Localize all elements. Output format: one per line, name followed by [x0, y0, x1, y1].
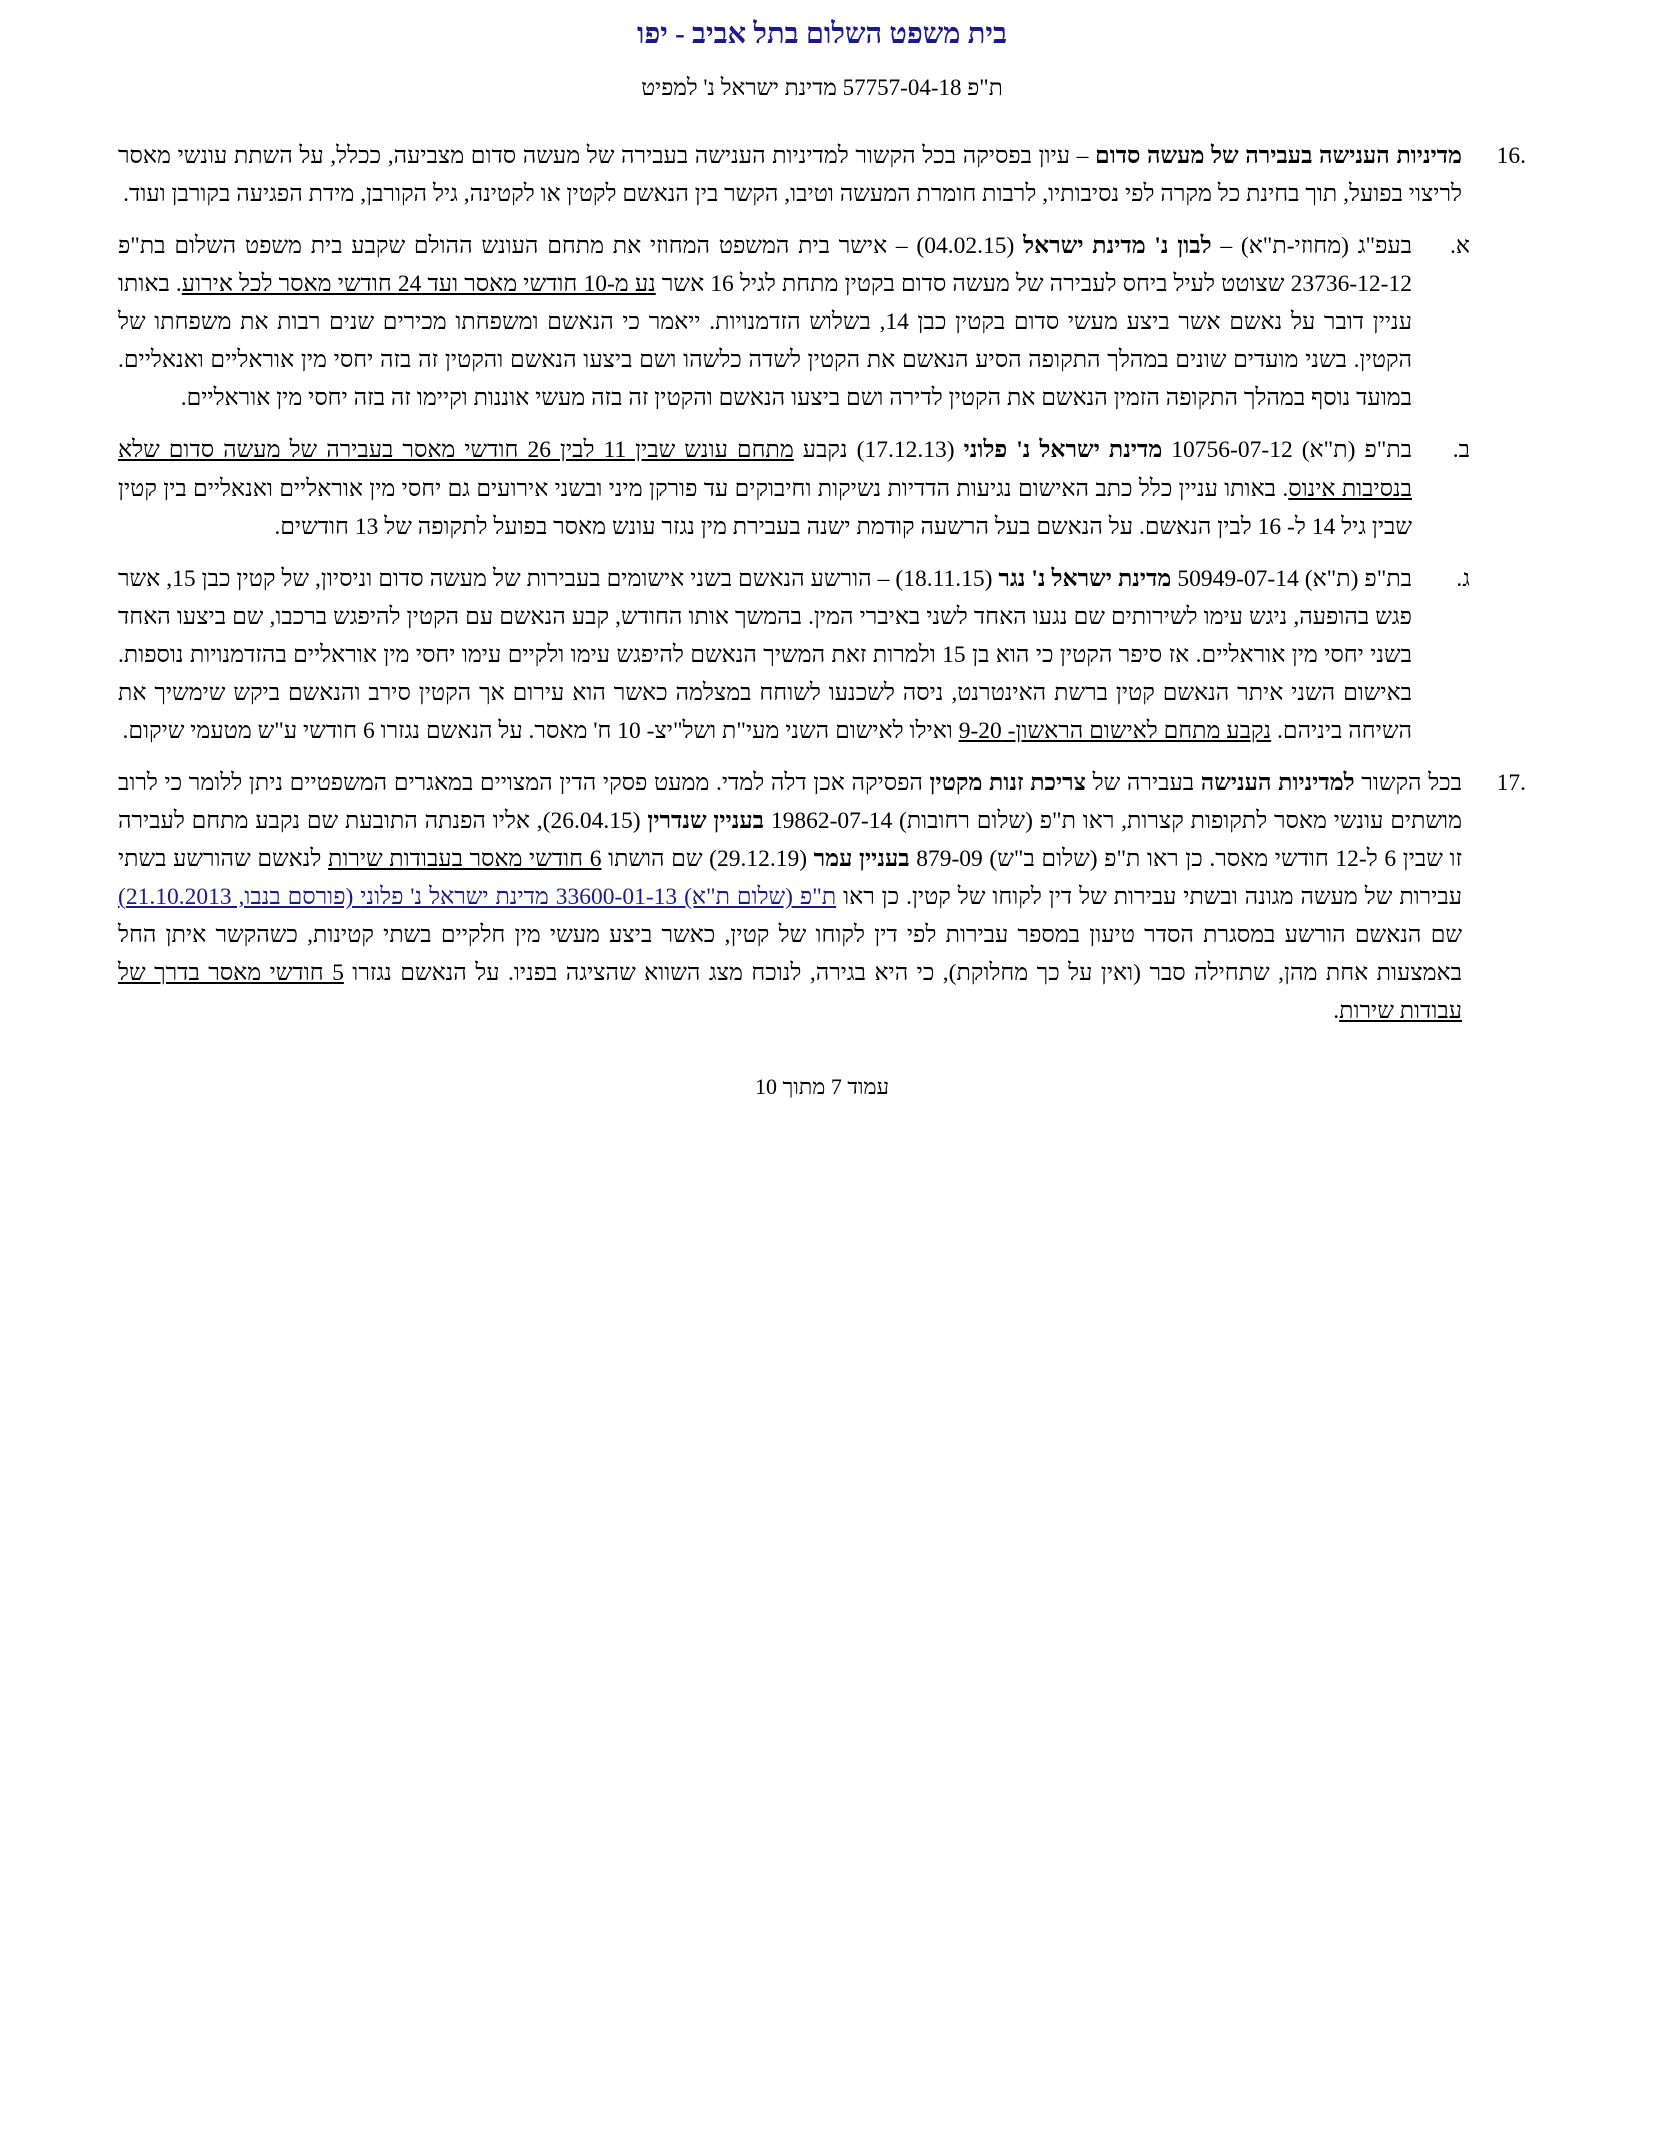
paragraph-16-marker: .16 [1496, 143, 1526, 169]
page-footer: עמוד 7 מתוך 10 [754, 1074, 890, 1100]
subparagraph-c [118, 560, 1526, 750]
document-body [118, 137, 1526, 1030]
subparagraph-a-marker: א. [1450, 233, 1470, 260]
paragraph-16 [118, 137, 1526, 213]
case-citation-link[interactable]: ת"פ (שלום ת"א) 33600-01-13 מדינת ישראל נ' פלוני [360, 884, 837, 911]
paragraph-17-marker: .17 [1496, 769, 1526, 796]
subparagraph-c-text: בת"פ (ת"א) 50949-07-14 מדינת ישראל נ' נגר (18.11.15) – הורשע הנאשם בשני אישומים בעבירות של מעשה סדום וניסיון, של קטין כבן 15, אשר פגש בהופעה, ניגש עימו לשירותים שם נגעו האחד לשני באיברי המין. בהמשך אותו החודש, קבע הנאשם עם הקטין להיפגש ברכבו, שם ביצעו האחד בשני יחסי מין אוראליים. אז סיפר הקטין כי הוא בן 15 ולמרות זאת המשיך הנאשם להיפגש עימו ולקיים עימו יחסי מין אוראליים בהזדמנויות נוספות. באישום השני איתר הנאשם קטין ברשת האינטרנט, ניסה לשכנעו לשוחח במצלמה כאשר הוא עירום אך הקטין סירב והנאשם ביקש שימשיך את השיחה ביניהם. נקבע מתחם לאישום הראשון- 9-20 ואילו לאישום השני מעי"ת ושל"יצ- 10 ח' מאסר. על הנאשם נגזרו 6 חודשי ע"ש מטעמי שיקום. [118, 565, 1413, 744]
paragraph-17-text: בכל הקשור למדיניות הענישה בעבירה של צריכת זנות מקטין הפסיקה אכן דלה למדי. ממעט פסקי הדין המצויים במאגרים המשפטיים ניתן ללומר כי לרוב מושתים עונשי מאסר לתקופות קצרות, ראו ת"פ (שלום רחובות) 19862-07-14 בעניין שנדרין (26.04.15), אליו הפנתה התובעת שם נקבע מתחם לעבירה זו שבין 6 ל-12 חודשי מאסר. כן ראו ת"פ (שלום ב"ש) 879-09 בעניין עמר (29.12.19) שם הושתו 6 חודשי מאסר בעבודות שירות לנאשם שהורשע בשתי עבירות של מעשה מגונה ובשתי עבירות של דין לקוחו של קטין. כן ראו ת"פ (שלום ת"א) 33600-01-13 מדינת ישראל נ' פלוני (פורסם בנבו, 21.10.2013) שם הנאשם הורשע במסגרת הסדר טיעון במספר עבירות לפי דין לקוחו של קטין, כאשר ביצע מעשי מין חלקיים בשתי קטינות, כשהקשר איתן החל באמצעות אחת מהן, שתחילה סבר (ואין על כך מחלוקת), כי היא בגירה, לנוכח מצג השווא שהציגה בפניו. על הנאשם נגזרו 5 חודשי מאסר בדרך של עבודות שירות. [118, 769, 1463, 1025]
subparagraph-b-text: בת"פ (ת"א) 10756-07-12 מדינת ישראל נ' פלוני (17.12.13) נקבע מתחם עונש שבין 11 לבין 26 חודשי מאסר בעבירה של מעשה סדום שלא בנסיבות אינוס. באותו עניין כלל כתב האישום נגיעות הדדיות נשיקות וחיבוקים עד פורקן מיני ובשני אירועים גם יחסי מין אוראליים ואנאליים בין קטין שבין גיל 14 ל- 16 לבין הנאשם. על הנאשם בעל הרשעה קודמת ישנה בעבירת מין נגזר עונש מאסר בפועל לתקופה של 13 חודשים. [118, 437, 1413, 540]
paragraph-16-text: מדיניות הענישה בעבירה של מעשה סדום – עיון בפסיקה בכל הקשור למדיניות הענישה בעבירה של מעשה סדום מצביעה, ככלל, על השתת עונשי מאסר לריצוי בפועל, תוך בחינת כל מקרה לפי נסיבותיו, לרבות חומרת המעשה וטיבו, הקשר בין הנאשם לקטין או לקטינה, גיל הקורבן, מידת הפגיעה בקורבן ועוד. [118, 143, 1462, 208]
court-title: בית משפט השלום בתל אביב - יפו [637, 18, 1007, 50]
subparagraph-b-marker: ב. [1452, 437, 1470, 464]
case-citation-link[interactable]: (פורסם בנבו, 21.10.2013) [118, 884, 361, 911]
subparagraph-a-text: בעפ"ג (מחוזי-ת"א) – לבון נ' מדינת ישראל (04.02.15) – אישר בית המשפט המחוזי את מתחם העונש ההולם שקבע בית משפט השלום בת"פ 23736-12-12 שצוטט לעיל ביחס לעבירה של מעשה סדום בקטין מתחת לגיל 16 אשר נע מ-10 חודשי מאסר ועד 24 חודשי מאסר לכל אירוע. באותו עניין דובר על נאשם אשר ביצע מעשי סדום בקטין כבן 14, בשלוש הזדמנויות. ייאמר כי הנאשם ומשפחתו מכירים שנים רבות את משפחתו של הקטין. בשני מועדים שונים במהלך התקופה הסיע הנאשם את הקטין לשדה כלשהו ושם ביצעו הנאשם והקטין זה בזה יחסי מין אוראליים ואנאליים. במועד נוסף במהלך התקופה הזמין הנאשם את הקטין לדירה ושם ביצעו הנאשם והקטין זה בזה מעשי אוננות וקיימו זה בזה יחסי מין אוראליים. [118, 233, 1412, 412]
paragraph-17 [118, 764, 1526, 1030]
subparagraph-c-marker: ג. [1456, 565, 1470, 592]
case-number-line: ת"פ 57757-04-18 מדינת ישראל נ' למפיט [641, 75, 1003, 100]
subparagraph-b [118, 431, 1526, 545]
subparagraph-a [118, 227, 1526, 417]
